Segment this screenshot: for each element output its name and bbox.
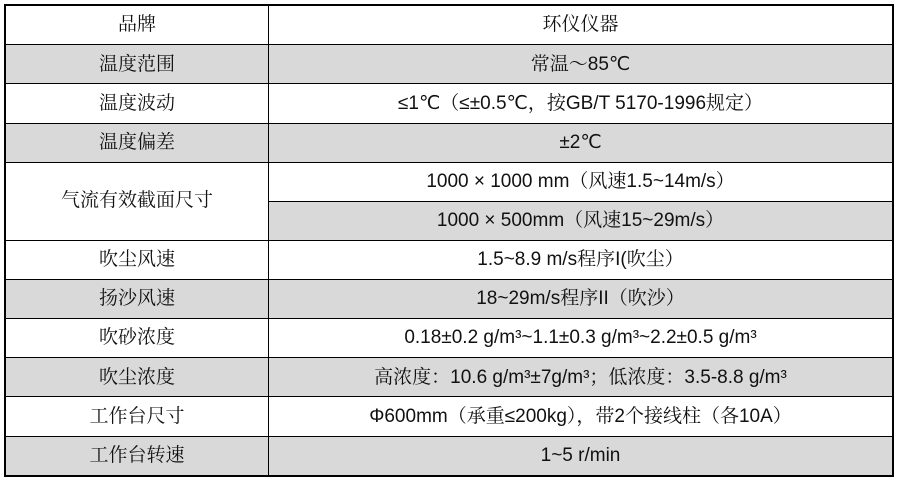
table-row [5, 123, 893, 162]
row-value: ±2℃ [269, 123, 894, 162]
row-label: 扬沙风速 [5, 280, 269, 319]
table-row [5, 436, 893, 476]
table-row [5, 280, 893, 319]
row-label: 工作台转速 [5, 436, 269, 476]
table-row [5, 358, 893, 397]
row-label: 品牌 [5, 5, 269, 45]
table-row [5, 84, 893, 123]
table-row [5, 45, 893, 84]
row-value: ≤1℃（≤±0.5℃，按GB/T 5170-1996规定） [269, 84, 894, 123]
row-label: 吹砂浓度 [5, 319, 269, 358]
row-value: 高浓度：10.6 g/m³±7g/m³；低浓度：3.5-8.8 g/m³ [269, 358, 894, 397]
row-label: 吹尘风速 [5, 240, 269, 279]
row-label: 温度范围 [5, 45, 269, 84]
table-row [5, 397, 893, 436]
row-value: 常温～85℃ [269, 45, 894, 84]
row-value: Φ600mm（承重≤200kg），带2个接线柱（各10A） [269, 397, 894, 436]
table-row [5, 162, 893, 201]
row-value: 1000 × 500mm（风速15~29m/s） [269, 201, 894, 240]
row-label: 温度偏差 [5, 123, 269, 162]
table-row [5, 240, 893, 279]
row-label: 工作台尺寸 [5, 397, 269, 436]
specification-table [4, 4, 894, 477]
row-value: 1.5~8.9 m/s程序I(吹尘） [269, 240, 894, 279]
row-value: 1000 × 1000 mm（风速1.5~14m/s） [269, 162, 894, 201]
row-label: 气流有效截面尺寸 [5, 162, 269, 240]
row-label: 温度波动 [5, 84, 269, 123]
table-row [5, 5, 893, 45]
row-value: 0.18±0.2 g/m³~1.1±0.3 g/m³~2.2±0.5 g/m³ [269, 319, 894, 358]
row-value: 1~5 r/min [269, 436, 894, 476]
row-value: 环仪仪器 [269, 5, 894, 45]
table-row [5, 319, 893, 358]
row-value: 18~29m/s程序II（吹沙） [269, 280, 894, 319]
row-label: 吹尘浓度 [5, 358, 269, 397]
